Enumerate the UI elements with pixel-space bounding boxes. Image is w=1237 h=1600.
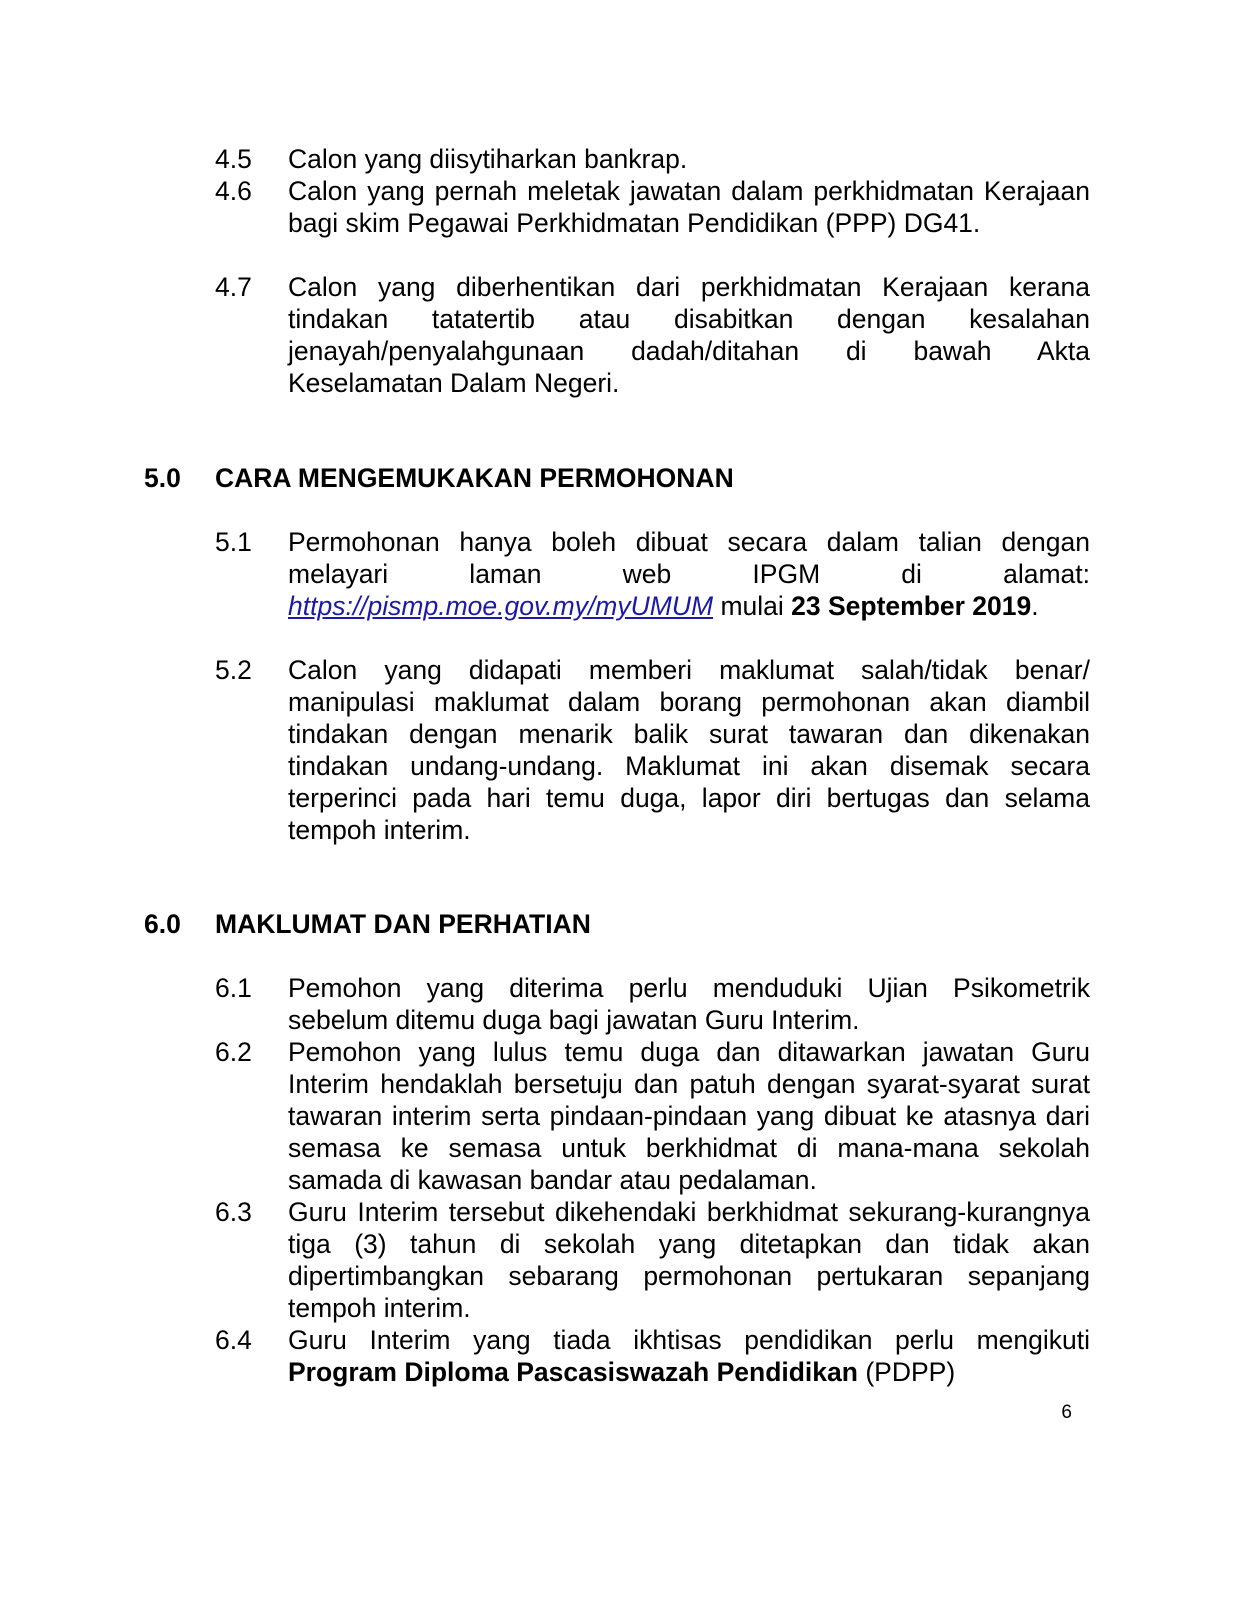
item-text: Pemohon yang diterima perlu menduduki Ujian Psikometrik sebelum ditemu duga bagi jawatan Guru Interim. xyxy=(288,973,1090,1035)
item-text-after: . xyxy=(1031,591,1039,621)
item-text-before: Permohonan hanya boleh dibuat secara dalam talian dengan melayari laman web IPGM di alamat: xyxy=(288,527,1090,589)
item-text-after: (PDPP) xyxy=(865,1357,956,1387)
list-item-6-2 xyxy=(215,1036,1090,1196)
item-text: Calon yang diberhentikan dari perkhidmatan Kerajaan kerana tindakan tatatertib atau disabitkan dengan kesalahan jenayah/penyalahgunaan dadah/ditahan di bawah Akta Keselamatan Dalam Negeri. xyxy=(288,272,1090,398)
item-number: 6.1 xyxy=(215,973,252,1003)
item-number: 4.5 xyxy=(215,144,252,174)
item-text: Calon yang pernah meletak jawatan dalam perkhidmatan Kerajaan bagi skim Pegawai Perkhidmatan Pendidikan (PPP) DG41. xyxy=(288,176,1090,238)
list-item-6-1 xyxy=(215,972,1090,1036)
list-item-6-4 xyxy=(215,1324,1090,1388)
section-heading-6 xyxy=(144,908,1090,940)
section-title: CARA MENGEMUKAKAN PERMOHONAN xyxy=(215,463,734,493)
item-text xyxy=(288,1324,1090,1388)
section-title: MAKLUMAT DAN PERHATIAN xyxy=(215,909,591,939)
list-item-4-5 xyxy=(215,143,1090,175)
list-item-6-3 xyxy=(215,1196,1090,1324)
page-number: 6 xyxy=(1061,1402,1072,1423)
item-number: 6.4 xyxy=(215,1325,252,1355)
section-heading-5 xyxy=(144,462,1090,494)
item-number: 4.7 xyxy=(215,272,252,302)
item-text xyxy=(288,526,1090,622)
list-item-5-1 xyxy=(215,526,1090,622)
item-text-mid: mulai xyxy=(720,591,784,621)
item-text: Guru Interim tersebut dikehendaki berkhidmat sekurang-kurangnya tiga (3) tahun di sekolah yang ditetapkan dan tidak akan dipertimbangkan sebarang permohonan pertukaran sepanjang tempoh interim. xyxy=(288,1197,1090,1323)
application-link[interactable]: https://pismp.moe.gov.my/myUMUM xyxy=(288,591,714,621)
item-number: 6.2 xyxy=(215,1037,252,1067)
item-number: 5.1 xyxy=(215,527,252,557)
list-item-4-7 xyxy=(215,271,1090,399)
section-number: 6.0 xyxy=(144,909,181,939)
list-item-4-6 xyxy=(215,175,1090,239)
program-name: Program Diploma Pascasiswazah Pendidikan xyxy=(288,1357,858,1387)
item-number: 5.2 xyxy=(215,655,252,685)
item-text-before: Guru Interim yang tiada ikhtisas pendidikan perlu mengikuti xyxy=(288,1325,1090,1355)
item-text: Calon yang didapati memberi maklumat salah/tidak benar/ manipulasi maklumat dalam borang permohonan akan diambil tindakan dengan menarik balik surat tawaran dan dikenakan tindakan undang-undang. Maklumat ini akan disemak secara terperinci pada hari temu duga, lapor diri bertugas dan selama tempoh interim. xyxy=(288,655,1090,845)
item-number: 6.3 xyxy=(215,1197,252,1227)
item-text: Pemohon yang lulus temu duga dan ditawarkan jawatan Guru Interim hendaklah bersetuju dan patuh dengan syarat-syarat surat tawaran interim serta pindaan-pindaan yang dibuat ke atasnya dari semasa ke semasa untuk berkhidmat di mana-mana sekolah samada di kawasan bandar atau pedalaman. xyxy=(288,1037,1090,1195)
start-date: 23 September 2019 xyxy=(791,591,1032,621)
item-number: 4.6 xyxy=(215,176,252,206)
list-item-5-2 xyxy=(215,654,1090,846)
item-text: Calon yang diisytiharkan bankrap. xyxy=(288,144,688,174)
section-number: 5.0 xyxy=(144,463,181,493)
